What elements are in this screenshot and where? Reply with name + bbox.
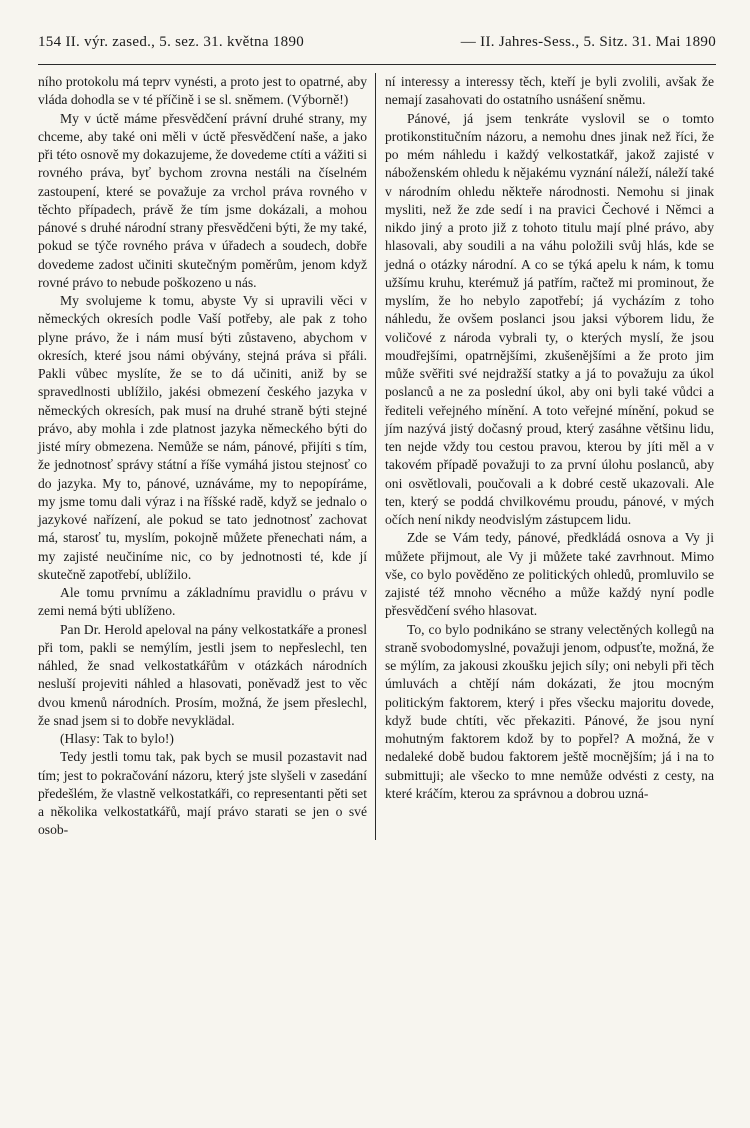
paragraph: Tedy jestli tomu tak, pak bych se musil pozastavit nad tím; jest to pokračování názoru, který jste slyšeli v zasedání předešlém, že vlastně velkostatkáři, co representanti pěti set a několika velkostatkářů, mají právo starati se jen o své osob-	[38, 749, 367, 838]
paragraph: ního protokolu má teprv vynésti, a proto jest to opatrné, aby vláda dohodla se v té příčině i se sl. sněmem. (Výborně!)	[38, 74, 367, 108]
paragraph: My svolujeme k tomu, abyste Vy si upravili věci v německých okresích podle Vaší potřeby, ale pak z toho plyne právo, že i nám musí býti zůstaveno, abychom v okresích, které jsou námi obývány, stejná práva si přáli. Pakli vůbec myslíte, že se to dá učiniti, aniž by se spravedlnosti ublížilo, jakési obmezení českého jazyka v německých okresích, pak musí na druhé straně býti stejné právo, aby mohla i zde platnost jazyka německého býti do jisté míry obmezena. Nemůže se nám, pánové, přijíti s tím, že jednotnosť správy státní a říše vymáhá jistou stejnosť co do jazyka. My to, pánové, uznáváme, my to nepopíráme, my jsme tomu dali výraz i na říšské radě, když se jednalo o jazykové nařízení, ale pokud se tato jednotnosť zachovat má, starosť tu, myslím, pokojně můžete přenechati nám, a my zajisté neučiníme nic, co by jednotnosti té, kde jí skutečně zapotřebí, ublížilo.	[38, 293, 367, 582]
header-left: 154 II. výr. zased., 5. sez. 31. května 1890	[38, 34, 305, 50]
left-column	[38, 73, 375, 840]
paragraph: (Hlasy: Tak to bylo!)	[60, 731, 174, 746]
paragraph: Zde se Vám tedy, pánové, předkládá osnova a Vy ji můžete přijmout, ale Vy ji můžete také zavrhnout. Mimo vše, co bylo pověděno ze politických ohledů, promluvilo se zajisté též mnoho věcného a může každý nyní podle přesvědčení svého hlasovat.	[385, 530, 714, 619]
right-column	[376, 73, 714, 840]
page-header	[38, 34, 716, 65]
paragraph: ní interessy a interessy těch, kteří je byli zvolili, avšak že nemají zasahovati do ostatního usnášení sněmu.	[385, 74, 714, 108]
paragraph: Pan Dr. Herold apeloval na pány velkostatkáře a pronesl při tom, pakli se nemýlím, jestli jsem to nepřeslechl, ten náhled, že snad velkostatkářům v otázkách národních nesluší projeviti náhled a hlasovati, poněvadž jest to věc dvou kmenů národních. Prosím, možná, že jsem přeslechl, že snad jsem si to dobře nevyklädal.	[38, 621, 367, 728]
text-columns	[38, 73, 716, 840]
header-right: — II. Jahres-Sess., 5. Sitz. 31. Mai 1890	[460, 34, 716, 50]
paragraph: Pánové, já jsem tenkráte vyslovil se o tomto protikonstitučním názoru, a nemohu dnes jinak než říci, že po mém náhledu i každý velkostatkář, jakož zajisté v náboženském ohledu k nějakému vyznání náleží, náleží také v národním ohledu někteře národnosti. Nemohu si jinak mysliti, než že zde sedí i na pravici Čechové i Němci a nikdo jiný a proto již z tohoto titulu mají plné právo, aby hlasovali, aby soudili a na váhu položili svůj hlás, kde se jedná o otázky národní. A co se týká apelu k nám, k tomu užšímu kruhu, kterémuž já patřím, račtež mi prominout, že myslím, že ho nebylo zapotřebí; já vycházím z toho náhledu, že ovšem poslanci jsou jaksi výborem lidu, že voličové z národa vybrali ty, o kterých myslí, že jsou moudřejšími, opatrnějšími, zkušenějšími a že proto jim může svěřiti své nejdražší statky a já to považuju za úkol poslanců a ne za poslední úkol, aby oni byli také vůdci a řediteli veřejného mínění. A toto veřejné mínění, pokud se jím nazývá jistý dočasný proud, který zasáhne většinu lidu, ten nejde vždy tou cestou pravou, kterou by jíti měl a v takovém případě považuji to za první úlohu poslanců, aby oni osvětlovali, poučovali a k dobré cestě ukazovali. Ale ten, který se poddá chvilkovému proudu, pánové, v mých očích není nikdy neodvislým zástupcem lidu.	[385, 110, 714, 527]
paragraph: To, co bylo podnikáno se strany velectěných kollegů na straně svobodomyslné, považuji jenom, odpusťte, možná, že se mýlím, za jakousi zkoušku jejich síly; oni nebyli při těch úmluvách a chtějí nám dokázati, že jtou mocným politickým faktorem, který i přes všecku majoritu dovede, když bude chtíti, věc překaziti. Pánové, že jsou nyní mohutným faktorem kdož by to popřel? A možná, že v nedaleké době budou faktorem ještě mocnějším; já i na to submittuji; ale všecko to mne nemůže odvésti z cesty, na které kráčím, kterou za správnou a dobrou uzná-	[385, 621, 714, 801]
paragraph: My v úctě máme přesvědčení právní druhé strany, my chceme, aby také oni měli v úctě přesvědčení naše, a jako při této osnově my dokazujeme, že dovedeme ctíti a vážiti si rovného práva, byť bychom zrovna nestáli na číselném zastoupení, které se považuje za vrchol práva rovného v těchto případech, právě že tím jsme dokázali, a mohou pánové s druhé národní strany přesvědčeni býti, že my také, pokud se týče rovného práva v úřadech a soudech, dobře dovedeme zadost učiniti skutečným poměrům, jenom když rovné právo to nebude poškozeno u nás.	[38, 110, 367, 290]
paragraph: Ale tomu prvnímu a základnímu pravidlu o právu v zemi nemá býti ublíženo.	[38, 585, 367, 619]
